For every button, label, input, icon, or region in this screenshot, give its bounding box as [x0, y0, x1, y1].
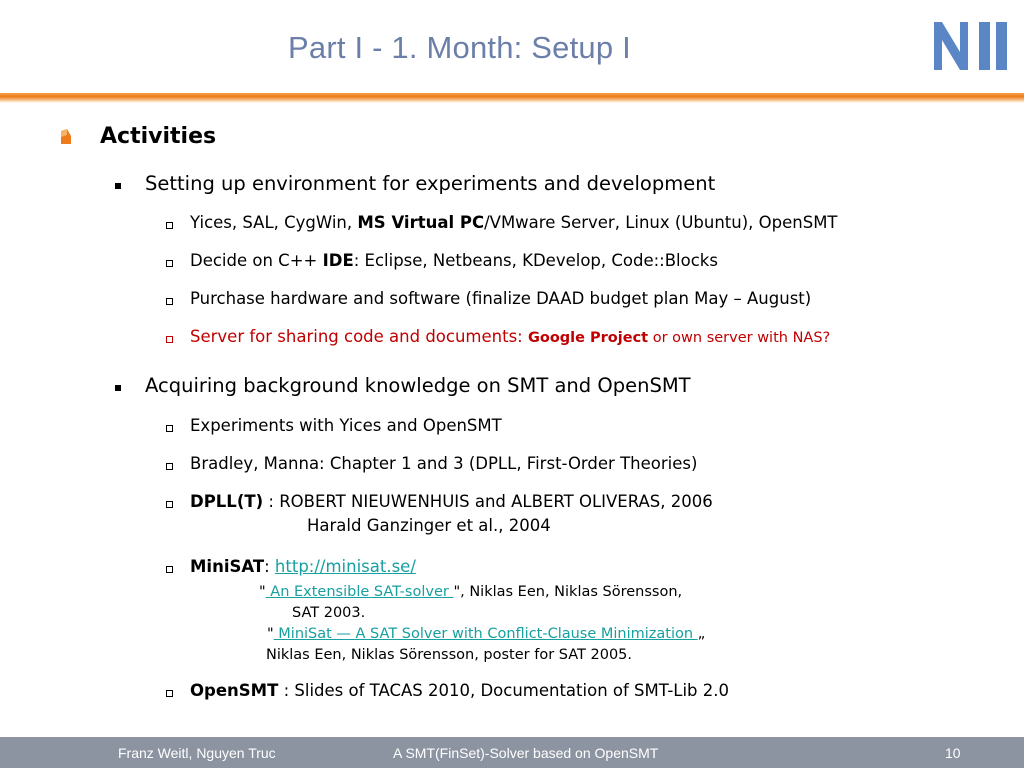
orange-bullet-icon	[60, 129, 72, 145]
list-item: Purchase hardware and software (finalize DAAD budget plan May – August)	[190, 289, 812, 308]
hollow-square-bullet-icon	[166, 501, 173, 508]
slide-title: Part I - 1. Month: Setup I	[288, 30, 631, 65]
hollow-square-bullet-icon	[166, 463, 173, 470]
footer-subject: A SMT(FinSet)-Solver based on OpenSMT	[393, 745, 659, 761]
list-item-highlighted: Server for sharing code and documents: Google Project or own server with NAS?	[190, 327, 831, 346]
reference-line: " MiniSat — A SAT Solver with Conflict-Clause Minimization „	[267, 626, 706, 642]
nii-logo	[932, 18, 1010, 74]
minisat-paper-link[interactable]: MiniSat — A SAT Solver with Conflict-Clause Minimization	[273, 626, 698, 642]
hollow-square-bullet-icon	[166, 260, 173, 267]
square-bullet-icon	[115, 385, 121, 391]
square-bullet-icon	[115, 183, 121, 189]
list-item: DPLL(T) : ROBERT NIEUWENHUIS and ALBERT OLIVERAS, 2006	[190, 492, 713, 511]
list-item: Yices, SAL, CygWin, MS Virtual PC/VMware Server, Linux (Ubuntu), OpenSMT	[190, 213, 838, 232]
page-number: 10	[945, 745, 961, 761]
activities-heading: Activities	[100, 124, 217, 149]
reference-line: SAT 2003.	[292, 605, 366, 621]
list-item: Decide on C++ IDE: Eclipse, Netbeans, KDevelop, Code::Blocks	[190, 251, 718, 270]
title-divider	[0, 93, 1024, 103]
hollow-square-bullet-icon	[166, 222, 173, 229]
extensible-sat-solver-link[interactable]: An Extensible SAT-solver	[265, 584, 454, 600]
list-item: MiniSAT: http://minisat.se/	[190, 557, 416, 576]
list-item: OpenSMT : Slides of TACAS 2010, Documentation of SMT-Lib 2.0	[190, 681, 730, 700]
hollow-square-bullet-icon	[166, 690, 173, 697]
reference-line: " An Extensible SAT-solver ", Niklas Een, Niklas Sörensson,	[259, 584, 683, 600]
hollow-square-bullet-icon	[166, 298, 173, 305]
list-item: Bradley, Manna: Chapter 1 and 3 (DPLL, First-Order Theories)	[190, 454, 698, 473]
reference-line: Niklas Een, Niklas Sörensson, poster for SAT 2005.	[266, 647, 633, 663]
hollow-square-bullet-icon	[166, 566, 173, 573]
minisat-link[interactable]: http://minisat.se/	[274, 557, 416, 576]
section-1-label: Setting up environment for experiments and development	[145, 172, 716, 195]
list-item-continuation: Harald Ganzinger et al., 2004	[307, 516, 551, 535]
footer-author: Franz Weitl, Nguyen Truc	[118, 745, 276, 761]
hollow-square-bullet-icon	[166, 336, 173, 343]
hollow-square-bullet-icon	[166, 425, 173, 432]
section-2-label: Acquiring background knowledge on SMT and OpenSMT	[145, 374, 691, 397]
list-item: Experiments with Yices and OpenSMT	[190, 416, 502, 435]
